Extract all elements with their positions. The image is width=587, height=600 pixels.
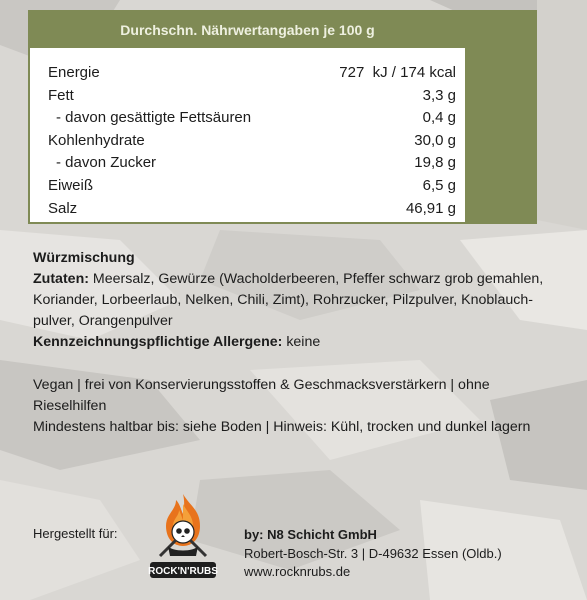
product-description	[33, 248, 563, 438]
claims-text: Vegan | frei von Konservierungsstoffen & Geschmacksverstärkern | ohne Rieselhilfen	[33, 377, 490, 414]
logo-text: ROCK'N'RUBS	[148, 566, 218, 577]
ingredients-paragraph	[33, 269, 563, 332]
allergens-text: keine	[286, 334, 321, 350]
rocknrubs-logo	[146, 490, 220, 600]
nutrition-row-sugar	[48, 152, 456, 175]
manufacturer-address: Robert-Bosch-Str. 3 | D-49632 Essen (Oldb.)	[244, 545, 502, 561]
allergens-label: Kennzeichnungspflichtige Allergene:	[33, 334, 283, 350]
manufacturer-website[interactable]: www.rocknrubs.de	[244, 564, 351, 579]
nutrition-value: 19,8 g	[414, 154, 456, 172]
nutrition-row-carbohydrates	[48, 130, 456, 153]
nutrition-label: Salz	[48, 199, 78, 217]
nutrition-label: - davon gesättigte Fettsäuren	[56, 109, 252, 127]
manufacturer-info	[244, 526, 502, 582]
storage-text: Mindestens haltbar bis: siehe Boden | Hinweis: Kühl, trocken und dunkel lagern	[33, 419, 531, 435]
nutrition-row-fat	[48, 85, 456, 108]
nutrition-row-salt	[48, 198, 456, 221]
allergens-paragraph	[33, 332, 563, 353]
nutrition-value: 0,4 g	[422, 109, 456, 127]
product-name: Würzmischung	[33, 250, 135, 266]
nutrition-label: Fett	[48, 86, 74, 104]
weight-tab	[467, 10, 537, 224]
nutrition-value: 30,0 g	[414, 131, 456, 149]
nutrition-label: Kohlenhydrate	[48, 131, 145, 149]
ingredients-label: Zutaten:	[33, 271, 89, 287]
nutrition-value: 46,91 g	[405, 199, 456, 217]
made-for-label: Hergestellt für:	[33, 526, 118, 541]
nutrition-value: 727 kJ / 174 kcal	[339, 64, 456, 81]
nutrition-row-energy	[48, 62, 456, 85]
ingredients-text: Meersalz, Gewürze (Wacholderbeeren, Pfeffer schwarz grob gemahlen, Koriander, Lorbeerlaub, Nelken, Chili, Zimt), Rohrzucker, Pilzpulver, Knoblauch-pulver, Orangenpulver	[33, 271, 544, 329]
nutrition-label: - davon Zucker	[56, 154, 157, 172]
nutrition-header: Durchschn. Nährwertangaben je 100 g	[30, 12, 465, 48]
nutrition-label: Eiweiß	[48, 176, 94, 194]
nutrition-value: 6,5 g	[422, 176, 456, 194]
nutrition-row-protein	[48, 175, 456, 198]
nutrition-label: Energie	[48, 64, 100, 81]
nutrition-row-saturated-fat	[48, 107, 456, 130]
nutrition-panel	[28, 10, 467, 224]
footer	[0, 520, 587, 600]
nutrition-value: 3,3 g	[422, 86, 456, 104]
nutrition-table	[48, 62, 456, 220]
manufacturer-name: by: N8 Schicht GmbH	[244, 527, 377, 542]
